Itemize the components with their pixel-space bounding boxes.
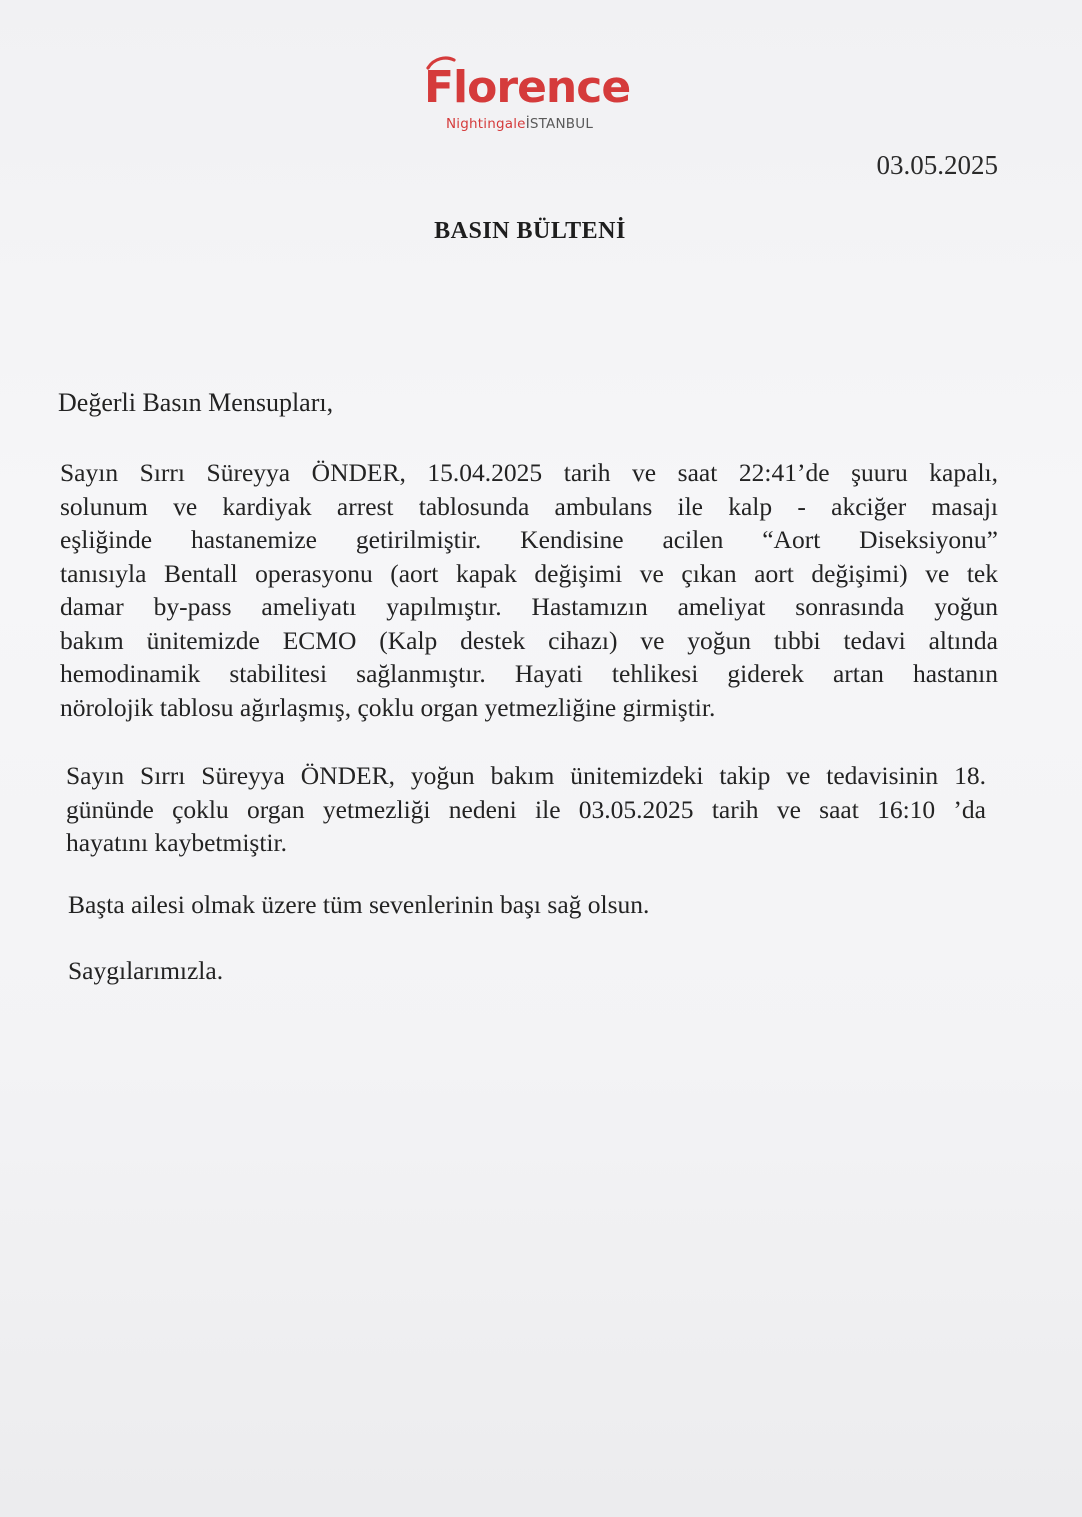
paragraph-2-line: Sayın Sırrı Süreyya ÖNDER, yoğun bakım ünitemizdeki takip ve tedavisinin 18. bbox=[66, 761, 986, 790]
logo-sub-nightingale: Nightingale bbox=[446, 116, 526, 132]
paragraph-3: Başta ailesi olmak üzere tüm sevenlerinin başı sağ olsun. bbox=[68, 890, 650, 919]
paragraph-1-line: bakım ünitemizde ECMO (Kalp destek cihazı) ve yoğun tıbbi tedavi altında bbox=[60, 625, 998, 655]
paragraph-2 bbox=[66, 759, 986, 860]
paragraph-1-line: Sayın Sırrı Süreyya ÖNDER, 15.04.2025 tarih ve saat 22:41’de şuuru kapalı, bbox=[60, 458, 998, 487]
paragraph-1-line: nörolojik tablosu ağırlaşmış, çoklu organ yetmezliğine girmiştir. bbox=[60, 692, 716, 722]
logo-brand-text: Florence bbox=[424, 62, 631, 113]
logo-subtitle bbox=[446, 116, 593, 132]
paragraph-2-line: hayatını kaybetmiştir. bbox=[66, 828, 287, 857]
paragraph-1-line: tanısıyla Bentall operasyonu (aort kapak değişimi ve çıkan aort değişimi) ve tek bbox=[60, 558, 998, 588]
paragraph-1-line: solunum ve kardiyak arrest tablosunda ambulans ile kalp - akciğer masajı bbox=[60, 491, 998, 521]
florence-logo bbox=[424, 56, 644, 140]
paragraph-2-line: gününde çoklu organ yetmezliği nedeni ile 03.05.2025 tarih ve saat 16:10 ’da bbox=[66, 794, 986, 824]
salutation: Değerli Basın Mensupları, bbox=[58, 388, 334, 417]
document-title: BASIN BÜLTENİ bbox=[434, 218, 626, 244]
paragraph-1 bbox=[60, 456, 998, 724]
paragraph-1-line: eşliğinde hastanemize getirilmiştir. Kendisine acilen “Aort Diseksiyonu” bbox=[60, 525, 998, 554]
paragraph-1-line: damar by-pass ameliyatı yapılmıştır. Hastamızın ameliyat sonrasında yoğun bbox=[60, 592, 998, 621]
document-date: 03.05.2025 bbox=[876, 150, 998, 180]
logo-sub-istanbul: İSTANBUL bbox=[525, 116, 594, 132]
paragraph-1-line: hemodinamik stabilitesi sağlanmıştır. Hayati tehlikesi giderek artan hastanın bbox=[60, 659, 998, 688]
closing: Saygılarımızla. bbox=[68, 956, 224, 985]
